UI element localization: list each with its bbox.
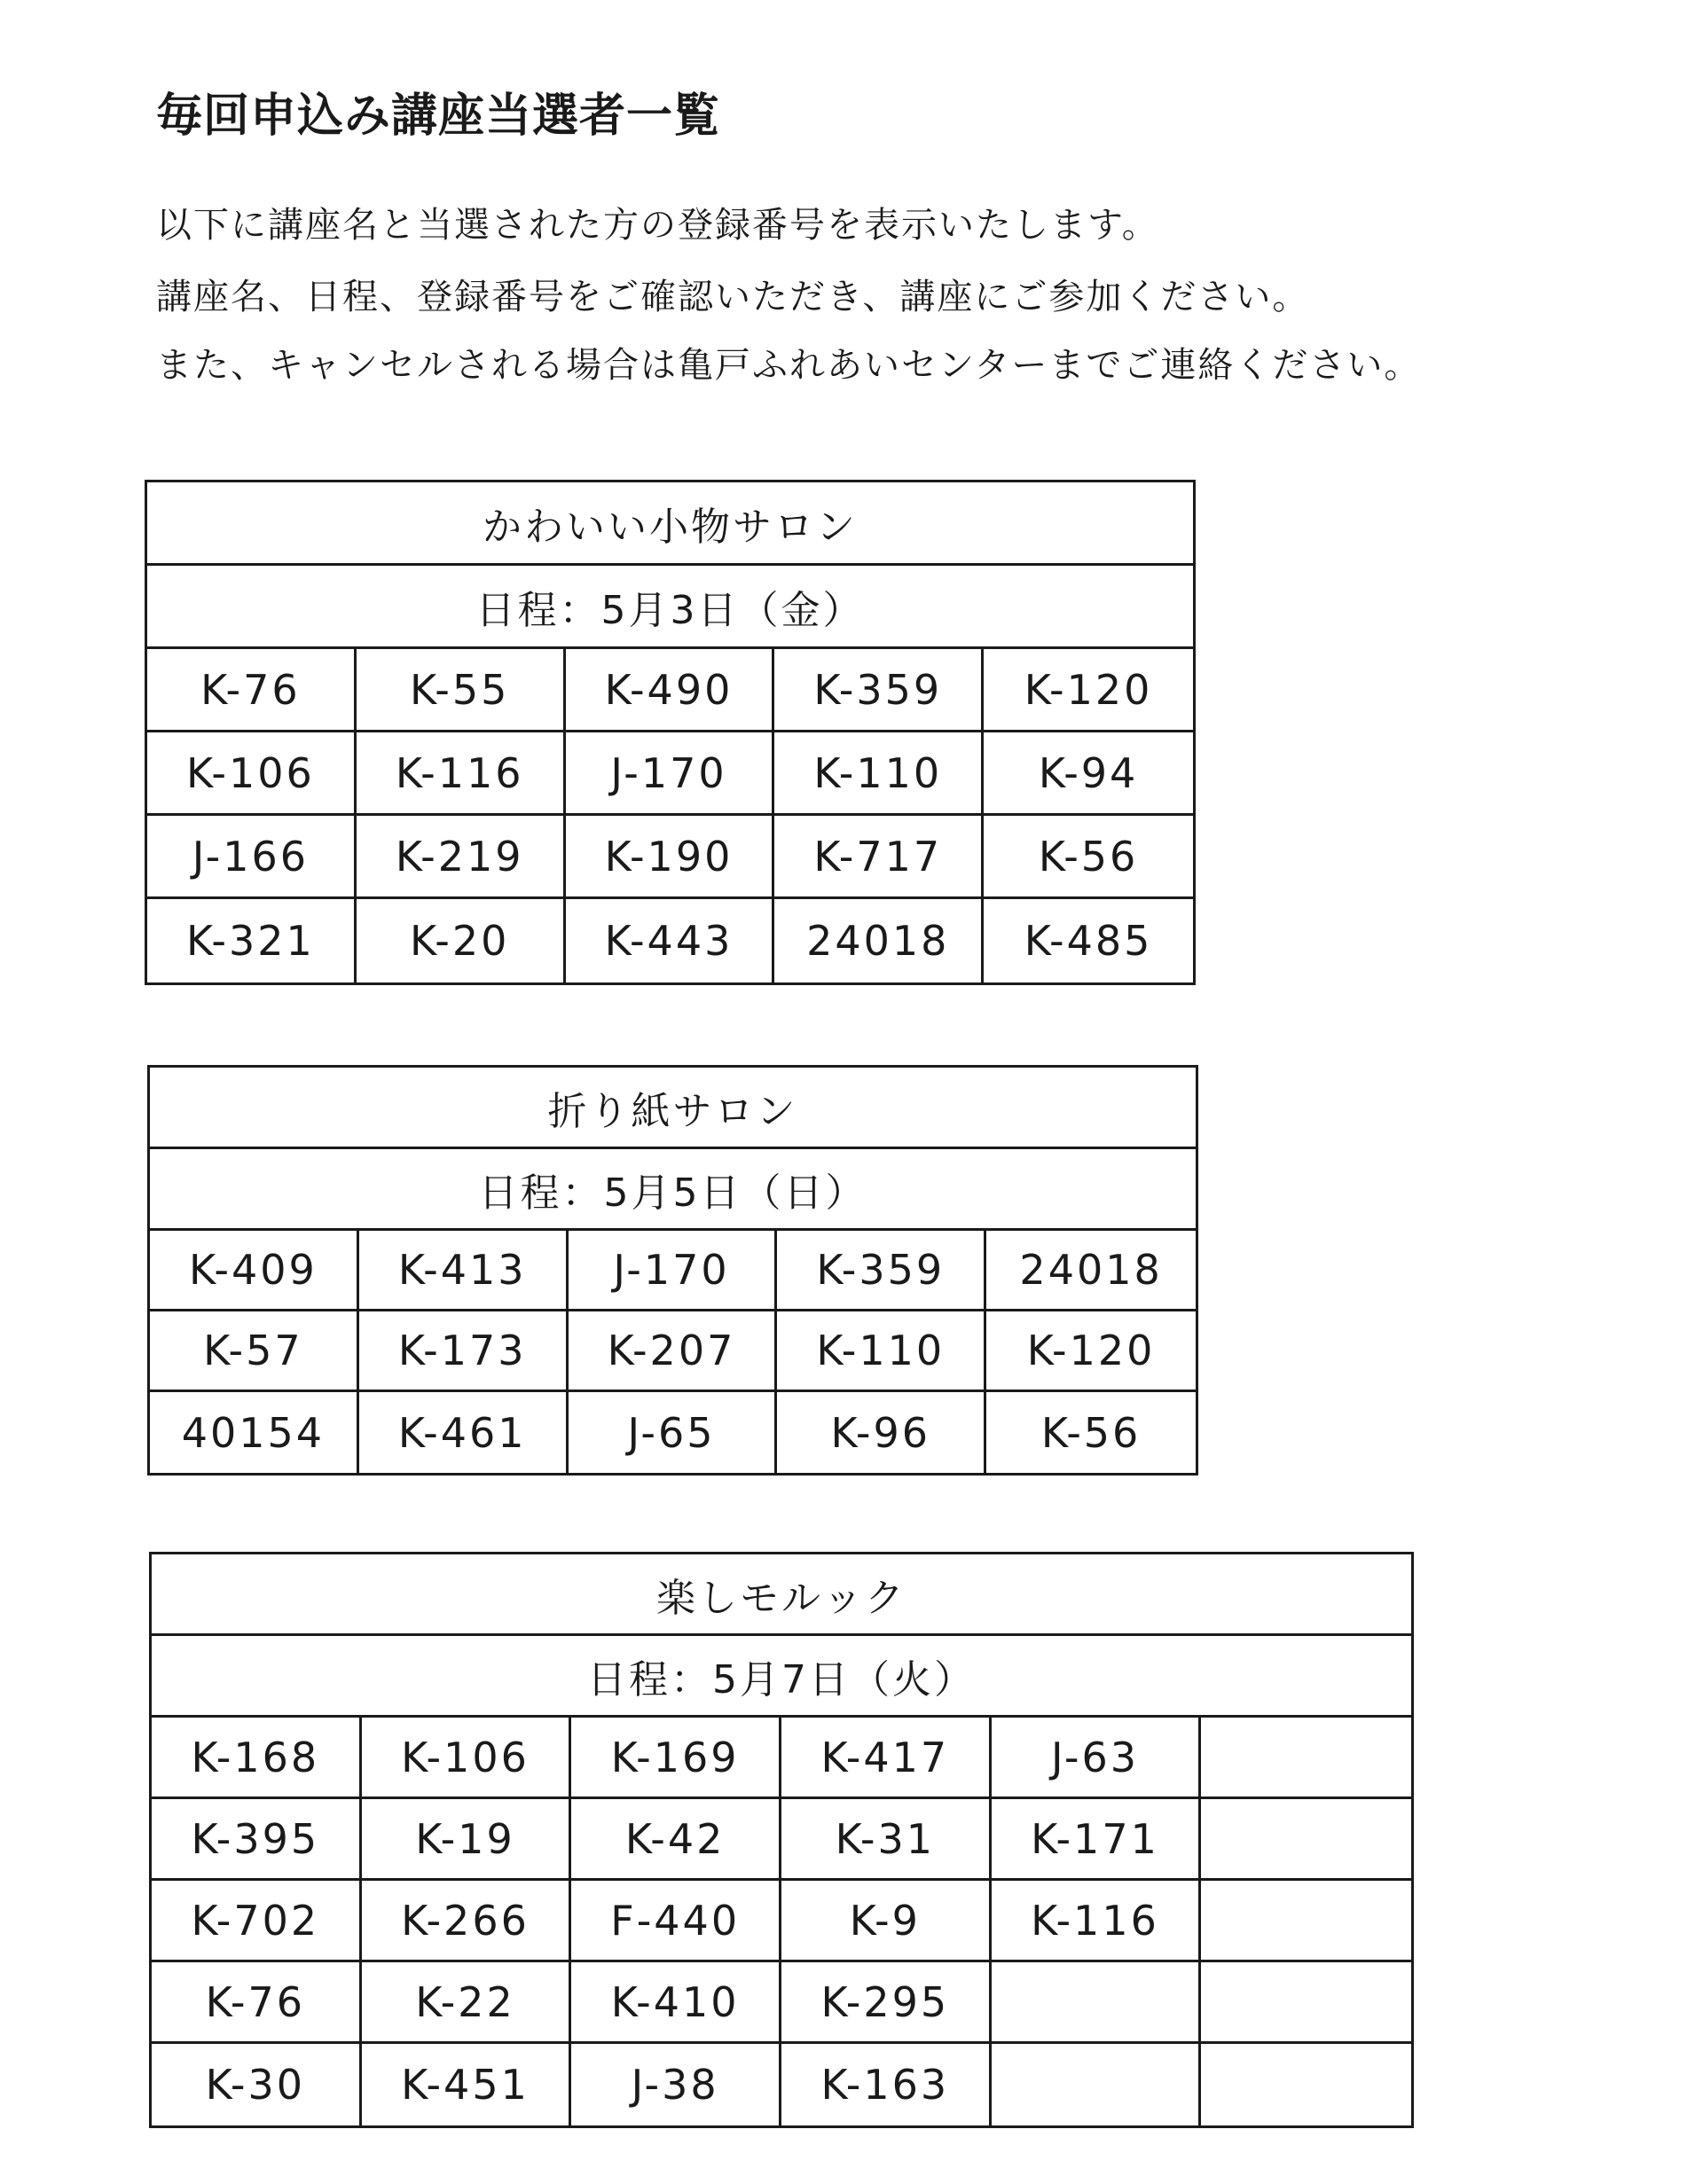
empty-cell [1201, 2044, 1411, 2125]
empty-cell [1201, 1799, 1411, 1881]
registration-number: J-170 [569, 1231, 778, 1311]
registration-number: 24018 [986, 1231, 1196, 1311]
intro-line: また、キャンセルされる場合は亀戸ふれあいセンターまでご連絡ください。 [156, 345, 1422, 386]
registration-number: 24018 [774, 899, 984, 982]
registration-number: K-168 [152, 1718, 362, 1799]
registration-number: K-702 [152, 1881, 362, 1962]
registration-number: K-31 [781, 1799, 992, 1881]
registration-number: K-9 [781, 1881, 992, 1962]
registration-number: K-219 [357, 816, 566, 899]
registration-number: K-55 [357, 649, 566, 732]
course-schedule: 日程：5月3日（金） [147, 566, 1193, 649]
empty-cell [1201, 1718, 1411, 1799]
registration-number: K-321 [147, 899, 357, 982]
registration-number: J-38 [571, 2044, 781, 2125]
registration-number: K-490 [566, 649, 775, 732]
registration-number: K-417 [781, 1718, 992, 1799]
winner-grid [152, 1718, 1411, 2125]
empty-cell [1201, 1962, 1411, 2044]
registration-number: K-190 [566, 816, 775, 899]
registration-number: K-169 [571, 1718, 781, 1799]
empty-cell [1201, 1881, 1411, 1962]
registration-number: K-120 [984, 649, 1193, 732]
registration-number: J-170 [566, 732, 775, 816]
empty-cell [992, 1962, 1202, 2044]
registration-number: K-110 [777, 1311, 986, 1392]
registration-number: J-63 [992, 1718, 1202, 1799]
registration-number: K-116 [357, 732, 566, 816]
registration-number: K-717 [774, 816, 984, 899]
registration-number: K-116 [992, 1881, 1202, 1962]
winner-grid [150, 1231, 1196, 1473]
registration-number: K-266 [362, 1881, 572, 1962]
registration-number: K-42 [571, 1799, 781, 1881]
registration-number: K-485 [1024, 917, 1153, 965]
registration-number: F-440 [571, 1881, 781, 1962]
registration-number: K-110 [774, 732, 984, 816]
registration-number: K-443 [566, 899, 775, 982]
registration-number: K-106 [362, 1718, 572, 1799]
course-table [145, 480, 1196, 985]
intro-line: 以下に講座名と当選された方の登録番号を表示いたします。 [156, 205, 1159, 246]
registration-number: K-19 [362, 1799, 572, 1881]
registration-number: K-171 [992, 1799, 1202, 1881]
registration-number: K-359 [774, 649, 984, 732]
registration-number: K-96 [777, 1392, 986, 1473]
empty-cell [992, 2044, 1202, 2125]
registration-number: K-409 [150, 1231, 359, 1311]
course-name: かわいい小物サロン [147, 482, 1193, 566]
course-table [147, 1065, 1198, 1476]
winner-grid [147, 649, 1193, 982]
registration-number: K-20 [357, 899, 566, 982]
registration-number: K-173 [359, 1311, 569, 1392]
registration-number: K-410 [571, 1962, 781, 2044]
registration-number: K-57 [150, 1311, 359, 1392]
registration-number: K-163 [781, 2044, 992, 2125]
registration-number: K-451 [362, 2044, 572, 2125]
registration-number: K-106 [147, 732, 357, 816]
page-title: 毎回申込み講座当選者一覧 [156, 90, 721, 143]
registration-number: K-30 [152, 2044, 362, 2125]
registration-number: K-22 [362, 1962, 572, 2044]
registration-number: K-395 [152, 1799, 362, 1881]
registration-number: K-207 [569, 1311, 778, 1392]
registration-number: K-359 [777, 1231, 986, 1311]
registration-number: K-295 [781, 1962, 992, 2044]
course-schedule: 日程：5月7日（火） [152, 1636, 1411, 1718]
course-schedule: 日程：5月5日（日） [150, 1149, 1196, 1231]
registration-number: K-76 [152, 1962, 362, 2044]
registration-number: K-461 [359, 1392, 569, 1473]
registration-number: K-413 [359, 1231, 569, 1311]
registration-number: K-120 [986, 1311, 1196, 1392]
course-name: 折り紙サロン [150, 1068, 1196, 1149]
registration-number: K-94 [984, 732, 1193, 816]
registration-number: 40154 [150, 1392, 359, 1473]
registration-number: K-56 [984, 816, 1193, 899]
course-name: 楽しモルック [152, 1554, 1411, 1636]
intro-line: 講座名、日程、登録番号をご確認いただき、講座にご参加ください。 [156, 277, 1310, 317]
registration-number: J-166 [147, 816, 357, 899]
registration-number: K-76 [147, 649, 357, 732]
registration-number: J-65 [569, 1392, 778, 1473]
course-table [149, 1552, 1414, 2128]
registration-number: K-56 [1040, 1408, 1142, 1457]
